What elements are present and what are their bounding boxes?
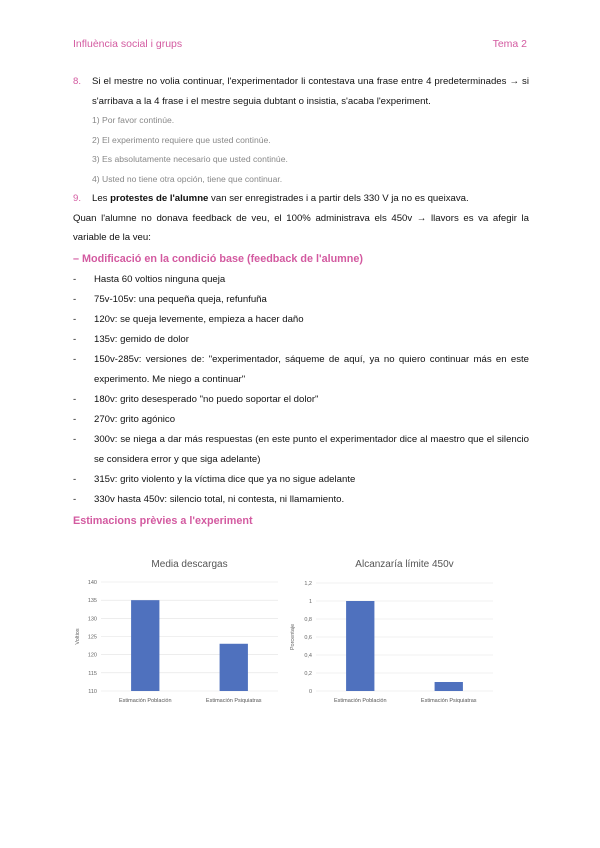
chart-title: Media descargas: [151, 559, 228, 570]
y-tick-label: 1,2: [304, 581, 312, 587]
x-tick-label: Estimación Psiquiatras: [205, 698, 262, 704]
section-heading-1: – Modificació en la condició base (feedback de l'alumne): [73, 252, 363, 265]
list-item-text: 75v-105v: una pequeña queja, refunfuña: [94, 293, 267, 305]
item-text: [92, 189, 529, 209]
phrase-4: 4) Usted no tiene otra opción, tiene que continuar.: [92, 173, 283, 184]
charts-area: [73, 555, 533, 715]
list-item: - 300v: se niega a dar más respuestas (en este punto el experimentador dice al maestro que el silencio se considera error y que siga adelante): [73, 430, 529, 470]
list-item: - 120v: se queja levemente, empieza a hacer daño: [73, 310, 529, 330]
bar: [131, 600, 159, 691]
bar: [435, 682, 463, 691]
y-tick-label: 0,6: [304, 635, 312, 641]
list-item-9: [73, 189, 529, 209]
list-item: - 315v: grito violento y la víctima dice que ya no sigue adelante: [73, 470, 529, 490]
text-pre: Les: [92, 193, 111, 204]
text-post: van ser enregistrades i a partir dels 330 V ja no es queixava.: [208, 193, 469, 204]
header-title: Influència social i grups: [73, 38, 183, 50]
item-number: 8.: [73, 76, 82, 87]
list-item-text: 120v: se queja levemente, empieza a hacer daño: [94, 313, 304, 325]
chart-title: Alcanzaría límite 450v: [355, 559, 454, 570]
y-tick-label: 130: [87, 616, 97, 623]
phrase-2: 2) El experimento requiere que usted continúe.: [92, 134, 271, 145]
y-axis-label: Voltios: [75, 628, 81, 645]
list-item: - Hasta 60 voltios ninguna queja: [73, 270, 529, 290]
y-tick-label: 0,8: [304, 617, 312, 623]
list-item: - 270v: grito agónico: [73, 410, 529, 430]
list-item: - 330v hasta 450v: silencio total, ni contesta, ni llamamiento.: [73, 490, 529, 510]
y-tick-label: 0: [308, 689, 312, 695]
paragraph: Quan l'alumne no donava feedback de veu, el 100% administrava els 450v → llavors es va afegir la variable de la veu:: [73, 212, 529, 243]
text-bold: protestes de l'alumne: [110, 193, 209, 204]
bar: [346, 601, 374, 691]
x-tick-label: Estimación Población: [333, 698, 387, 704]
y-tick-label: 120: [87, 652, 97, 659]
list-item-text: 150v-285v: versiones de: "experimentador, sáqueme de aquí, ya no quiero continuar más en este experimento. Me niego a continuar": [94, 353, 529, 385]
y-tick-label: 140: [87, 580, 97, 586]
y-tick-label: 135: [87, 598, 97, 605]
y-tick-label: 1: [308, 599, 312, 605]
y-tick-label: 115: [88, 670, 97, 677]
list-item: - 135v: gemido de dolor: [73, 330, 529, 350]
list-item-text: Hasta 60 voltios ninguna queja: [94, 273, 226, 285]
chart-media-descargas: [73, 555, 288, 715]
page-content: [73, 72, 529, 532]
list-item: - 150v-285v: versiones de: "experimentador, sáqueme de aquí, ya no quiero continuar más en este experimento. Me niego a continuar": [73, 350, 529, 390]
list-item-text: 330v hasta 450v: silencio total, ni contesta, ni llamamiento.: [94, 493, 345, 505]
bar: [220, 644, 248, 691]
list-item-text: 300v: se niega a dar más respuestas (en este punto el experimentador dice al maestro que el silencio se considera error y que siga adelante): [94, 433, 529, 465]
y-tick-label: 110: [88, 689, 97, 695]
phrase-1: 1) Por favor continúe.: [92, 115, 175, 125]
list-item-text: 180v: grito desesperado "no puedo soportar el dolor": [94, 393, 319, 405]
x-tick-label: Estimación Población: [118, 698, 172, 704]
reaction-list: [73, 270, 529, 510]
list-item-8: [73, 72, 529, 111]
item-number: 9.: [73, 193, 82, 204]
chart-alcanzaria-limite: [288, 555, 503, 715]
y-tick-label: 0,4: [304, 653, 312, 659]
y-tick-label: 0,2: [304, 671, 312, 677]
list-item-text: 315v: grito violento y la víctima dice que ya no sigue adelante: [94, 473, 356, 485]
list-item-text: 135v: gemido de dolor: [94, 333, 189, 345]
section-heading-2: Estimacions prèvies a l'experiment: [73, 514, 253, 527]
x-tick-label: Estimación Psiquiatras: [420, 698, 477, 704]
y-axis-label: Porcentaje: [290, 623, 296, 651]
list-item-text: 270v: grito agónico: [94, 413, 176, 425]
item-text: Si el mestre no volia continuar, l'experimentador li contestava una frase entre 4 predeterminades → si s'arribava a la 4 frase i el mestre seguia dubtant o insistia, s'acaba l'experiment.: [92, 76, 529, 107]
header-topic: Tema 2: [492, 38, 527, 50]
y-tick-label: 125: [87, 634, 97, 641]
list-item: - 75v-105v: una pequeña queja, refunfuña: [73, 290, 529, 310]
list-item: - 180v: grito desesperado "no puedo soportar el dolor": [73, 390, 529, 410]
phrase-3: 3) Es absolutamente necesario que usted continúe.: [92, 154, 288, 164]
